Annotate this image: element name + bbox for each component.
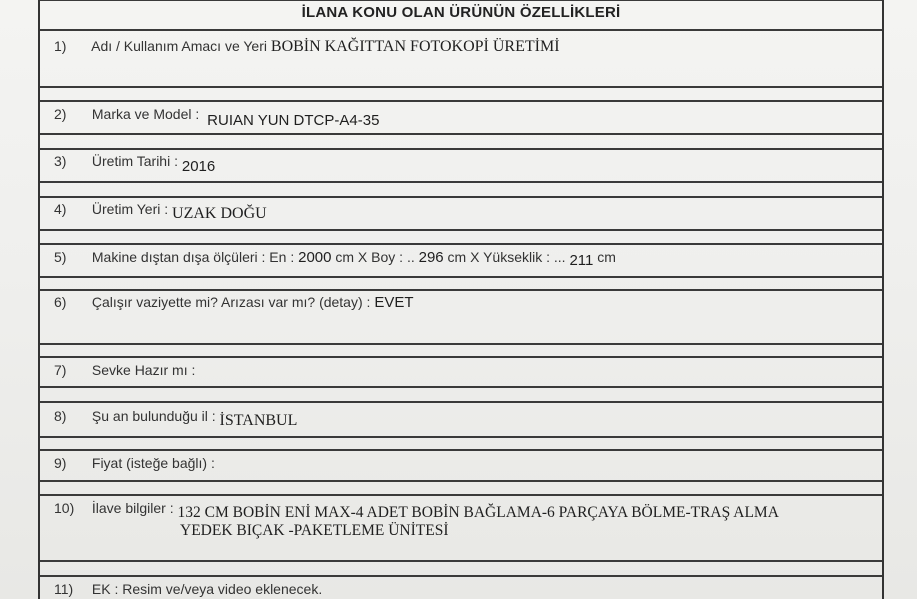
item-label: Üretim Yeri :	[91, 201, 169, 217]
item-number: 11)	[54, 581, 74, 597]
divider	[40, 386, 882, 388]
item-6	[54, 294, 872, 311]
item-number: 8)	[54, 408, 67, 424]
item-number: 6)	[54, 294, 67, 310]
divider	[40, 560, 882, 562]
item-label: Şu an bulunduğu il :	[91, 408, 216, 424]
item-3	[54, 153, 872, 175]
item-value: BOBİN KAĞITTAN FOTOKOPİ ÜRETİMİ	[270, 38, 560, 55]
length-value: 296	[418, 249, 444, 266]
item-1	[54, 38, 872, 56]
item-2	[54, 106, 872, 129]
item-value: 2016	[181, 158, 216, 175]
width-value: 2000	[298, 249, 332, 266]
divider	[40, 356, 882, 358]
divider	[40, 29, 882, 31]
item-8	[54, 408, 872, 429]
divider	[40, 229, 882, 231]
item-7	[54, 362, 872, 378]
item-number: 2)	[54, 106, 67, 122]
divider	[40, 196, 882, 198]
item-10	[54, 500, 872, 521]
divider	[40, 449, 882, 451]
divider	[40, 401, 882, 403]
item-number: 5)	[54, 249, 67, 265]
divider	[40, 289, 882, 291]
divider	[40, 436, 882, 438]
item-label: Çalışır vaziyette mi? Arızası var mı? (detay) :	[91, 294, 371, 310]
bleed-through-mark	[448, 296, 452, 311]
item-value: RUIAN YUN DTCP-A4-35	[207, 112, 380, 129]
divider	[40, 575, 882, 577]
divider	[40, 480, 882, 482]
item-number: 7)	[54, 362, 67, 378]
item-value: İSTANBUL	[219, 412, 298, 429]
divider	[40, 133, 882, 135]
item-9	[54, 455, 872, 471]
item-number: 10)	[54, 500, 75, 516]
height-label: cm X Yükseklik : ...	[447, 249, 566, 265]
item-11	[54, 581, 872, 597]
dimensions-label: Makine dıştan dışa ölçüleri : En :	[91, 249, 295, 265]
form-title: İLANA KONU OLAN ÜRÜNÜN ÖZELLİKLERİ	[301, 4, 621, 21]
item-number: 3)	[54, 153, 67, 169]
item-value-line1: 132 CM BOBİN ENİ MAX-4 ADET BOBİN BAĞLAMA-6 PARÇAYA BÖLME-TRAŞ ALMA	[177, 504, 779, 521]
divider	[40, 0, 882, 1]
divider	[40, 494, 882, 496]
divider	[40, 148, 882, 150]
item-label: Adı / Kullanım Amacı ve Yeri	[91, 38, 267, 54]
item-label: Sevke Hazır mı :	[91, 362, 196, 378]
item-number: 1)	[54, 38, 67, 54]
divider	[40, 243, 882, 245]
item-label: İlave bilgiler :	[91, 500, 174, 516]
item-label: EK : Resim ve/veya video eklenecek.	[91, 581, 323, 597]
unit-label: cm	[597, 249, 616, 265]
divider	[40, 276, 882, 278]
product-features-form	[38, 0, 884, 599]
divider	[40, 100, 882, 102]
divider	[40, 86, 882, 88]
item-value: UZAK DOĞU	[172, 205, 267, 222]
item-value-line2: YEDEK BIÇAK -PAKETLEME ÜNİTESİ	[180, 522, 449, 539]
item-label: Üretim Tarihi :	[91, 153, 178, 169]
length-label: cm X Boy : ..	[335, 249, 415, 265]
item-label: Marka ve Model :	[91, 106, 200, 122]
divider	[40, 181, 882, 183]
item-value: EVET	[374, 294, 414, 311]
item-number: 9)	[54, 455, 67, 471]
item-4	[54, 201, 872, 222]
item-number: 4)	[54, 201, 67, 217]
height-value: 211	[569, 252, 594, 269]
item-label: Fiyat (isteğe bağlı) :	[91, 455, 215, 471]
divider	[40, 343, 882, 345]
item-5	[54, 249, 872, 269]
